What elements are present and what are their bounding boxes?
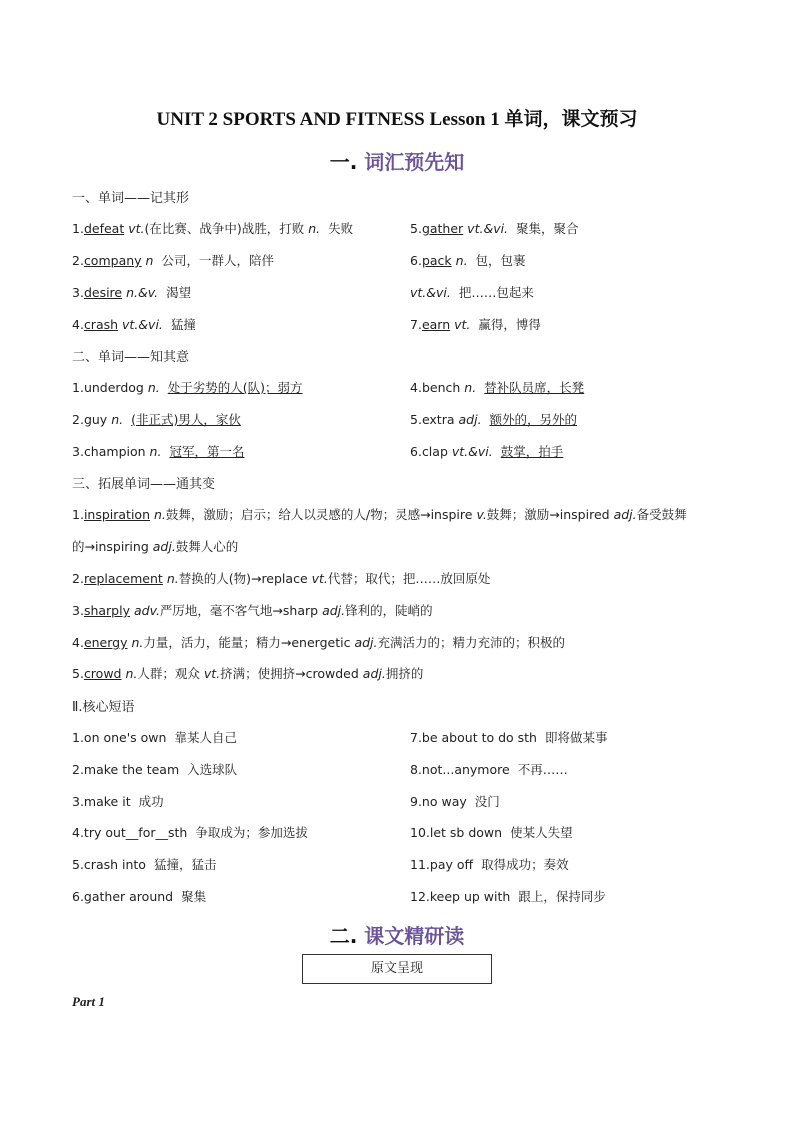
phrase-item: 10.let sb down 使某人失望	[410, 825, 573, 840]
vocab-item: 5.extra adj. 额外的，另外的	[410, 412, 578, 427]
part-label: Part 1	[72, 994, 105, 1009]
vocab-item: 1.defeat vt.(在比赛、战争中)战胜，打败 n. 失败	[72, 221, 354, 236]
vocab-item: 4.crash vt.&vi. 猛撞	[72, 317, 196, 332]
section-number: 一.	[329, 150, 358, 174]
vocab-word: sharply	[83, 603, 130, 618]
vocab-item: 3.desire n.&v. 渴望	[72, 285, 192, 300]
vocab-item: 4.bench n. 替补队员席，长凳	[410, 380, 585, 395]
page-title: UNIT 2 SPORTS AND FITNESS Lesson 1 单词，课文预习	[156, 109, 638, 130]
derivation-item: 5.crowd n.人群；观众 vt.挤满；使拥挤→crowded adj.拥挤的	[72, 666, 424, 681]
vocab-row	[72, 219, 732, 239]
vocab-word: defeat	[83, 221, 125, 236]
vocab-row	[72, 410, 732, 430]
derivation-item-continued: 的→inspiring adj.鼓舞人心的	[72, 539, 239, 554]
vocab-row	[72, 442, 732, 462]
vocab-item: 1.underdog n. 处于劣势的人(队)；弱方	[72, 380, 303, 395]
phrase-item: 12.keep up with 跟上，保持同步	[410, 889, 606, 904]
subheading-core-phrases: Ⅱ.核心短语	[72, 700, 135, 715]
vocab-word: guy	[83, 412, 108, 427]
phrase-item: 7.be about to do sth 即将做某事	[410, 730, 608, 745]
derivation-item: 3.sharply adv.严厉地，毫不客气地→sharp adj.锋利的，陡峭的	[72, 603, 433, 618]
vocab-item: 2.company n 公司，一群人，陪伴	[72, 253, 274, 268]
phrase-row	[72, 760, 732, 780]
vocab-answer: 替补队员席，长凳	[484, 380, 585, 395]
vocab-answer: 冠军，第一名	[169, 444, 245, 459]
vocab-item: 2.guy n. (非正式)男人，家伙	[72, 412, 241, 427]
vocab-word: pack	[421, 253, 452, 268]
derivation-item: 2.replacement n.替换的人(物)→replace vt.代替；取代；把……放回原处	[72, 571, 491, 586]
phrase-item: 6.gather around 聚集	[72, 889, 207, 904]
phrase-row	[72, 792, 732, 812]
vocab-answer: 鼓掌，拍手	[500, 444, 564, 459]
vocab-word: crash	[83, 317, 119, 332]
phrase-item: 3.make it 成功	[72, 794, 164, 809]
vocab-row	[72, 315, 732, 335]
phrase-item: 2.make the team 入选球队	[72, 762, 238, 777]
vocab-row	[72, 283, 732, 303]
vocab-answer: 额外的，另外的	[489, 412, 578, 427]
vocab-word: clap	[421, 444, 448, 459]
phrase-item: 8.not...anymore 不再……	[410, 762, 568, 777]
subheading-word-derivation: 三、拓展单词——通其变	[72, 477, 216, 492]
vocab-word: company	[83, 253, 142, 268]
vocab-word: bench	[421, 380, 461, 395]
vocab-word: champion	[83, 444, 146, 459]
phrase-item: 1.on one's own 靠某人自己	[72, 730, 237, 745]
vocab-word: earn	[421, 317, 451, 332]
original-text-box: 原文呈现	[302, 954, 492, 984]
vocab-word: replacement	[83, 571, 163, 586]
subheading-word-form: 一、单词——记其形	[72, 191, 190, 206]
vocab-answer: (非正式)男人，家伙	[131, 412, 241, 427]
phrase-row	[72, 855, 732, 875]
phrase-item: 5.crash into 猛撞，猛击	[72, 857, 217, 872]
phrase-row	[72, 728, 732, 748]
phrase-item: 11.pay off 取得成功；奏效	[410, 857, 569, 872]
vocab-item: 7.earn vt. 赢得，博得	[410, 317, 541, 332]
vocab-word: underdog	[83, 380, 144, 395]
vocab-item: vt.&vi. 把……包起来	[410, 285, 534, 300]
phrase-item: 9.no way 没门	[410, 794, 500, 809]
vocab-item: 3.champion n. 冠军，第一名	[72, 444, 245, 459]
vocab-word: extra	[421, 412, 455, 427]
subheading-word-meaning: 二、单词——知其意	[72, 350, 190, 365]
vocab-answer: 处于劣势的人(队)；弱方	[167, 380, 303, 395]
section-heading-vocabulary	[0, 146, 794, 175]
vocab-item: 6.pack n. 包，包裹	[410, 253, 526, 268]
section-label: 课文精研读	[364, 924, 465, 948]
vocab-item: 6.clap vt.&vi. 鼓掌，拍手	[410, 444, 564, 459]
vocab-word: desire	[83, 285, 123, 300]
derivation-item: 1.inspiration n.鼓舞，激励；启示；给人以灵感的人/物；灵感→inspire v.鼓舞；激励→inspired adj.备受鼓舞	[72, 507, 687, 522]
phrase-row	[72, 887, 732, 907]
section-label: 词汇预先知	[364, 150, 465, 174]
phrase-item: 4.try out__for__sth 争取成为；参加选拔	[72, 825, 308, 840]
vocab-row	[72, 251, 732, 271]
vocab-word: energy	[83, 635, 128, 650]
vocab-word: crowd	[83, 666, 122, 681]
vocab-word: inspiration	[83, 507, 150, 522]
derivation-item: 4.energy n.力量，活力，能量；精力→energetic adj.充满活力的；精力充沛的；积极的	[72, 635, 566, 650]
section-heading-text-study	[0, 920, 794, 949]
vocab-word: gather	[421, 221, 464, 236]
vocab-row	[72, 378, 732, 398]
section-number: 二.	[329, 924, 358, 948]
vocab-item: 5.gather vt.&vi. 聚集，聚合	[410, 221, 579, 236]
phrase-row	[72, 823, 732, 843]
